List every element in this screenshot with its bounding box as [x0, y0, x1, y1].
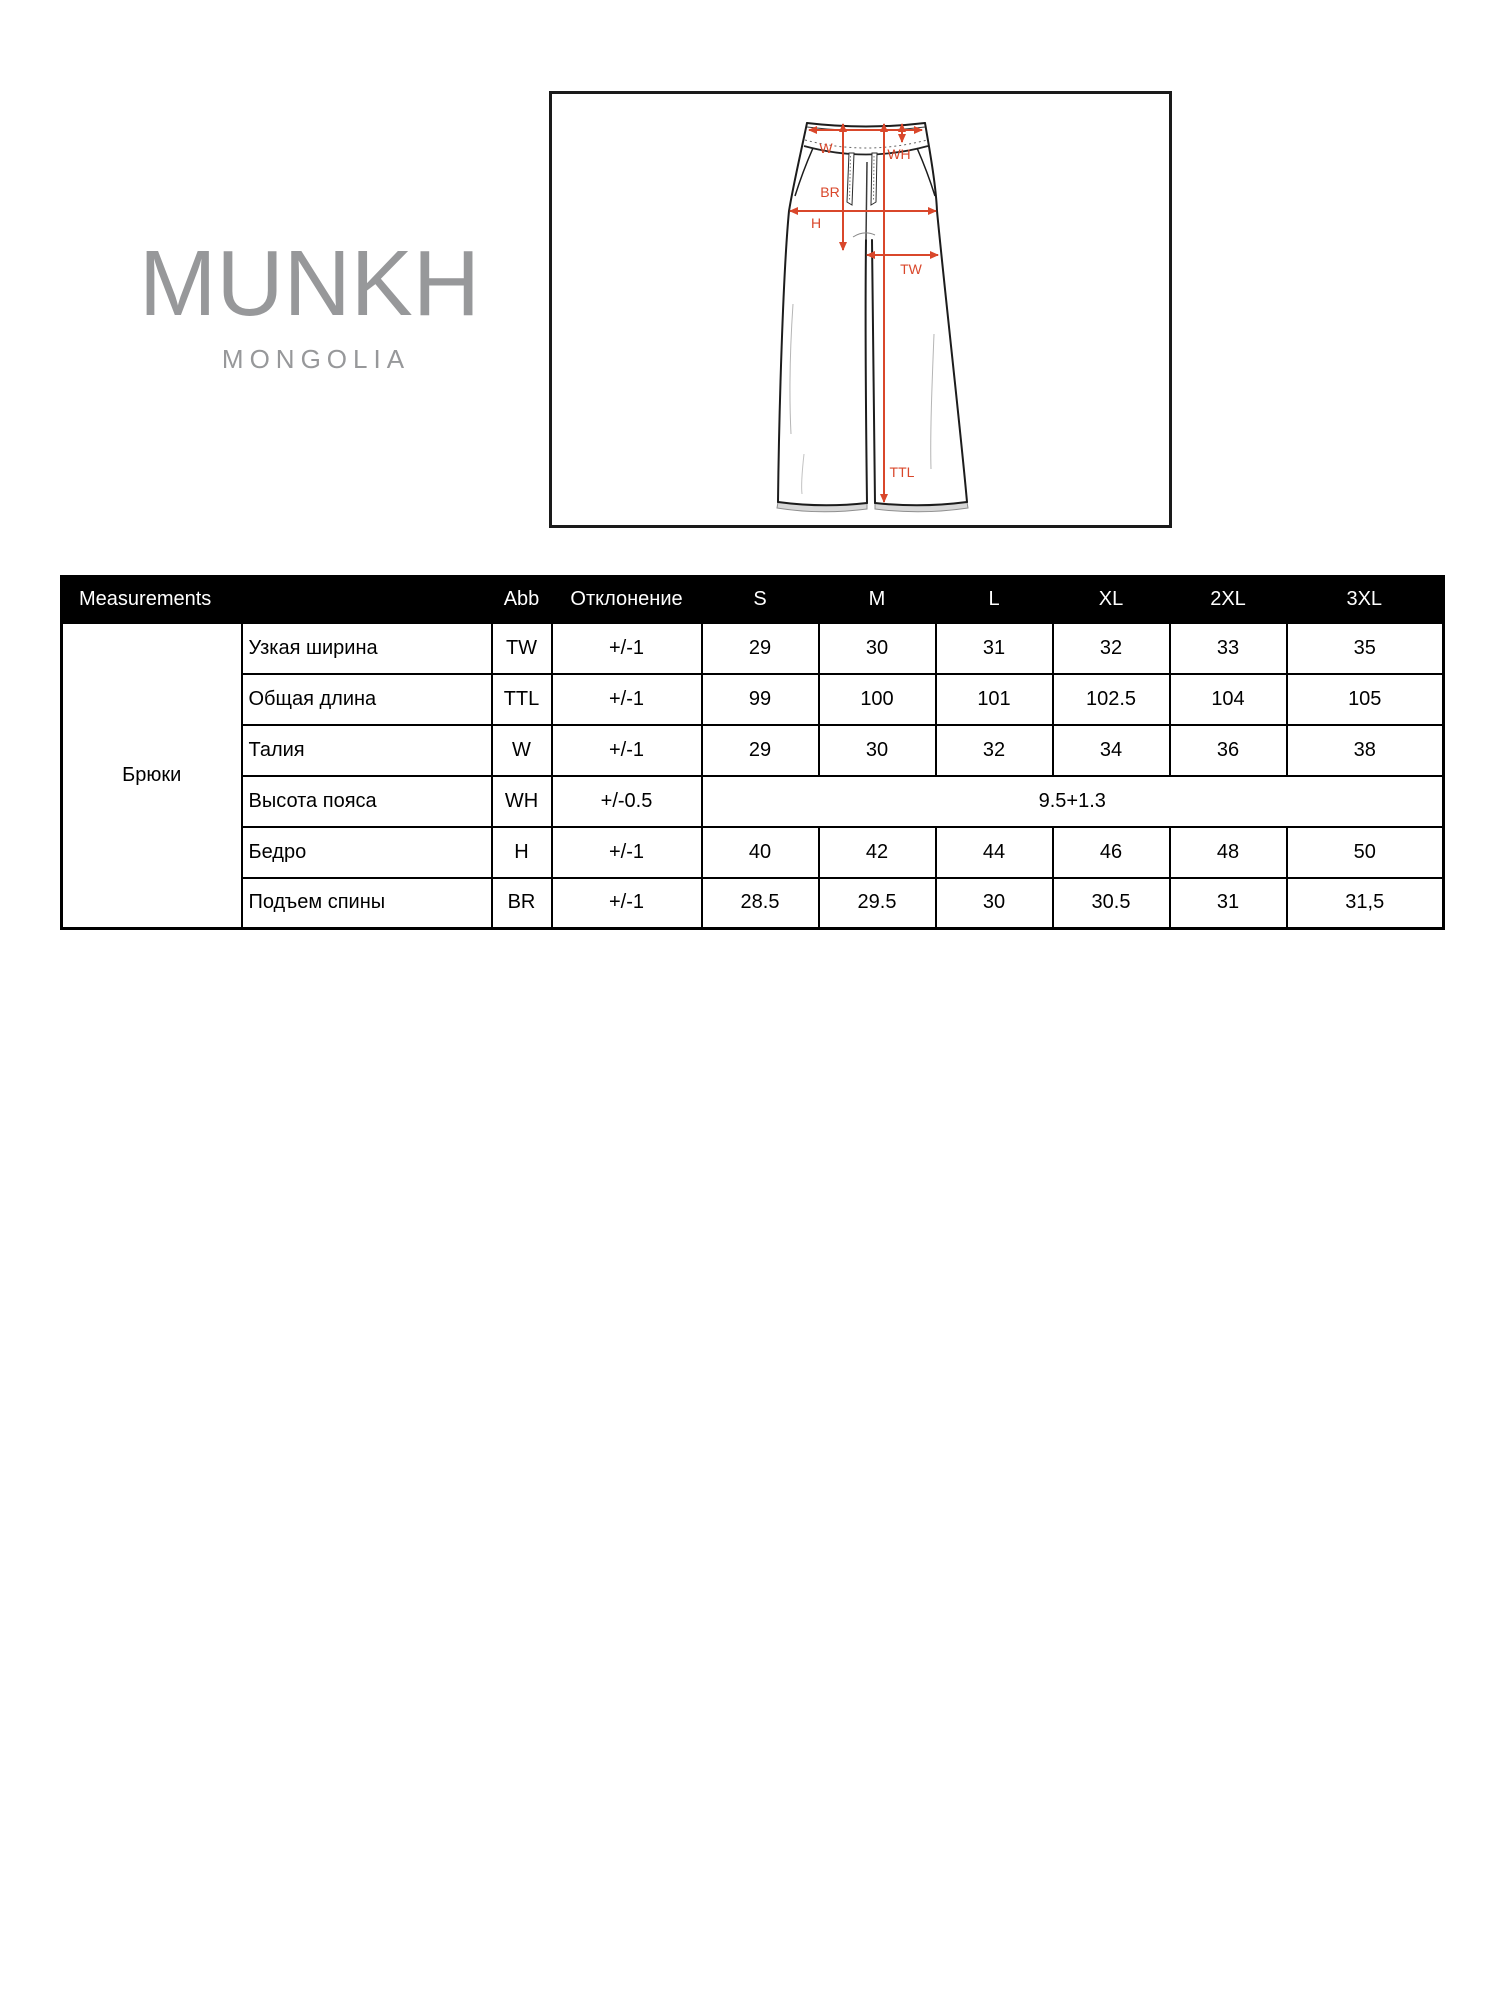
row-name: Узкая ширина — [242, 623, 492, 674]
cell-value: 34 — [1053, 725, 1170, 776]
br-label: BR — [820, 184, 840, 200]
cell-value: 42 — [819, 827, 936, 878]
group-label: Брюки — [62, 623, 242, 929]
cell-value: 101 — [936, 674, 1053, 725]
cell-value: 29 — [702, 623, 819, 674]
cell-value: 29.5 — [819, 878, 936, 929]
row-abb: BR — [492, 878, 552, 929]
cell-value: 50 — [1287, 827, 1444, 878]
row-name: Общая длина — [242, 674, 492, 725]
cell-value: 30 — [819, 623, 936, 674]
wh-label: WH — [887, 146, 911, 162]
row-abb: WH — [492, 776, 552, 827]
header-measurements: Measurements — [62, 577, 492, 623]
h-label: H — [810, 215, 822, 231]
cell-value: 29 — [702, 725, 819, 776]
table-row — [62, 878, 1444, 929]
cell-value: 31 — [936, 623, 1053, 674]
cell-value: 30 — [819, 725, 936, 776]
row-name: Подъем спины — [242, 878, 492, 929]
header-size-xl: XL — [1053, 577, 1170, 623]
w-label: W — [819, 140, 833, 156]
cell-value: 38 — [1287, 725, 1444, 776]
cell-value: 35 — [1287, 623, 1444, 674]
row-deviation: +/-1 — [552, 827, 702, 878]
cell-value: 48 — [1170, 827, 1287, 878]
cell-value: 46 — [1053, 827, 1170, 878]
table-header-row — [62, 577, 1444, 623]
row-abb: TW — [492, 623, 552, 674]
header-size-s: S — [702, 577, 819, 623]
cell-value: 32 — [1053, 623, 1170, 674]
cell-value: 104 — [1170, 674, 1287, 725]
tw-label: TW — [900, 261, 922, 277]
header-size-2xl: 2XL — [1170, 577, 1287, 623]
row-abb: W — [492, 725, 552, 776]
cell-value: 31 — [1170, 878, 1287, 929]
table-row — [62, 674, 1444, 725]
row-deviation: +/-1 — [552, 623, 702, 674]
brand-logo — [139, 231, 487, 375]
cell-value: 100 — [819, 674, 936, 725]
cell-value: 28.5 — [702, 878, 819, 929]
cell-value: 99 — [702, 674, 819, 725]
table-row — [62, 623, 1444, 674]
cell-value: 30 — [936, 878, 1053, 929]
brand-subtitle: MONGOLIA — [221, 344, 411, 374]
cell-value: 102.5 — [1053, 674, 1170, 725]
header-size-m: M — [819, 577, 936, 623]
row-abb: TTL — [492, 674, 552, 725]
pants-technical-drawing — [552, 94, 1169, 525]
cell-value: 40 — [702, 827, 819, 878]
row-abb: H — [492, 827, 552, 878]
cell-merged-value: 9.5+1.3 — [702, 776, 1444, 827]
cell-value: 44 — [936, 827, 1053, 878]
row-deviation: +/-0.5 — [552, 776, 702, 827]
cell-value: 30.5 — [1053, 878, 1170, 929]
cell-value: 105 — [1287, 674, 1444, 725]
table-row — [62, 827, 1444, 878]
cell-value: 36 — [1170, 725, 1287, 776]
row-name: Бедро — [242, 827, 492, 878]
table-row — [62, 725, 1444, 776]
center-front-seam — [866, 162, 867, 240]
cell-value: 33 — [1170, 623, 1287, 674]
cell-value: 32 — [936, 725, 1053, 776]
ttl-label: TTL — [889, 464, 915, 480]
row-deviation: +/-1 — [552, 725, 702, 776]
row-deviation: +/-1 — [552, 674, 702, 725]
table-row — [62, 776, 1444, 827]
header-size-3xl: 3XL — [1287, 577, 1444, 623]
header-size-l: L — [936, 577, 1053, 623]
brand-title: MUNKH — [139, 231, 480, 335]
header-abb: Abb — [492, 577, 552, 623]
header-deviation: Отклонение — [552, 577, 702, 623]
row-name: Высота пояса — [242, 776, 492, 827]
measurements-table — [60, 575, 1445, 930]
pants-diagram-box — [549, 91, 1172, 528]
row-deviation: +/-1 — [552, 878, 702, 929]
row-name: Талия — [242, 725, 492, 776]
cell-value: 31,5 — [1287, 878, 1444, 929]
